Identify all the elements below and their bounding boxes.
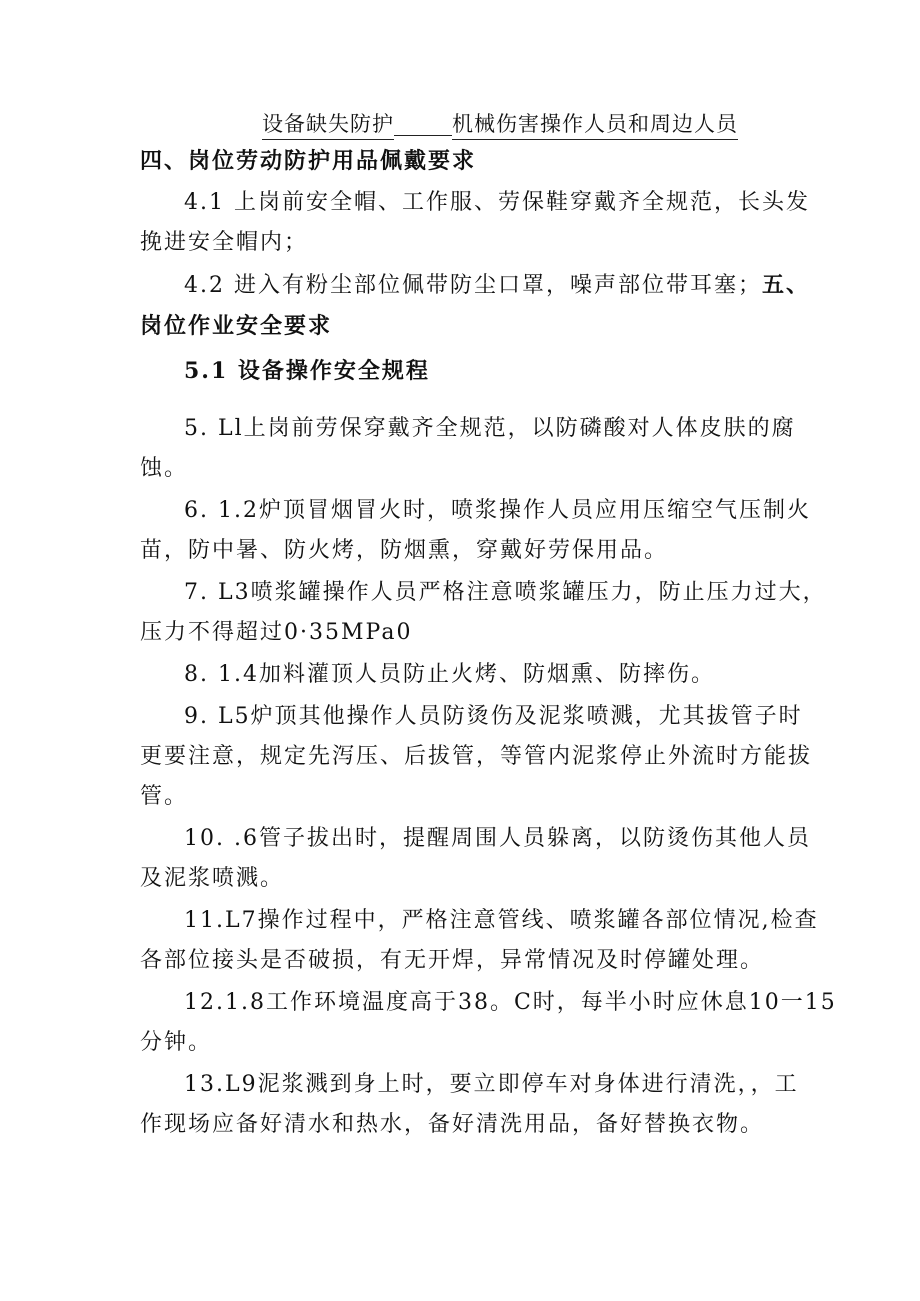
item-1-line-1: 5. Ll上岗前劳保穿戴齐全规范，以防磷酸对人体皮肤的腐 <box>184 416 796 441</box>
item-7-line-1: 11.L7操作过程中，严格注意管线、喷浆罐各部位情况,检查 <box>184 908 819 933</box>
hazard-source-cell: 设备缺失防护 <box>262 109 394 140</box>
item-5-line-2: 更要注意，规定先泻压、后拔管，等管内泥浆停止外流时方能拔 <box>140 744 813 769</box>
item-4-1-line-1: 4.1 上岗前安全帽、工作服、劳保鞋穿戴齐全规范，长头发 <box>184 190 810 215</box>
item-6-line-2: 及泥浆喷溅。 <box>140 866 285 891</box>
item-3-line-1: 7. L3喷浆罐操作人员严格注意喷浆罐压力，防止压力过大， <box>184 580 827 605</box>
item-9-line-1: 13.L9泥浆溅到身上时，要立即停车对身体进行清洗，，工 <box>184 1072 799 1097</box>
item-2-line-1: 6. 1.2炉顶冒烟冒火时，喷浆操作人员应用压缩空气压制火 <box>184 498 811 523</box>
item-8-line-1: 12.1.8工作环境温度高于38。C时，每半小时应休息10一15 <box>184 990 837 1015</box>
item-5-line-3: 管。 <box>140 784 189 809</box>
section-5-heading: 岗位作业安全要求 <box>140 313 333 339</box>
hazard-table-row <box>262 109 738 140</box>
item-6-line-1: 10. .6管子拔出时，提醒周围人员躲离，以防烫伤其他人员 <box>184 826 811 851</box>
table-cell-gap <box>394 109 452 136</box>
section-4-heading: 四、岗位劳动防护用品佩戴要求 <box>140 148 477 174</box>
item-3-line-2: 压力不得超过0·35MPa0 <box>140 620 413 645</box>
item-9-line-2: 作现场应备好清水和热水，备好清洗用品，备好替换衣物。 <box>140 1112 765 1137</box>
subsection-5-1-heading: 5.1 设备操作安全规程 <box>184 358 430 384</box>
item-4-line-1: 8. 1.4加料灌顶人员防止火烤、防烟熏、防摔伤。 <box>184 662 715 687</box>
item-8-line-2: 分钟。 <box>140 1030 213 1055</box>
item-4-1-line-2: 挽进安全帽内； <box>140 230 309 255</box>
item-4-2-text: 4.2 进入有粉尘部位佩带防尘口罩，噪声部位带耳塞； <box>184 273 762 298</box>
item-2-line-2: 苗，防中暑、防火烤，防烟熏，穿戴好劳保用品。 <box>140 538 669 563</box>
consequence-cell: 机械伤害操作人员和周边人员 <box>452 109 738 140</box>
item-1-line-2: 蚀。 <box>140 456 189 481</box>
item-5-line-1: 9. L5炉顶其他操作人员防烫伤及泥浆喷溅，尤其拔管子时 <box>184 704 803 729</box>
item-7-line-2: 各部位接头是否破损，有无开焊，异常情况及时停罐处理。 <box>140 948 765 973</box>
item-4-2-line <box>184 270 810 301</box>
section-5-number: 五、 <box>761 272 810 298</box>
